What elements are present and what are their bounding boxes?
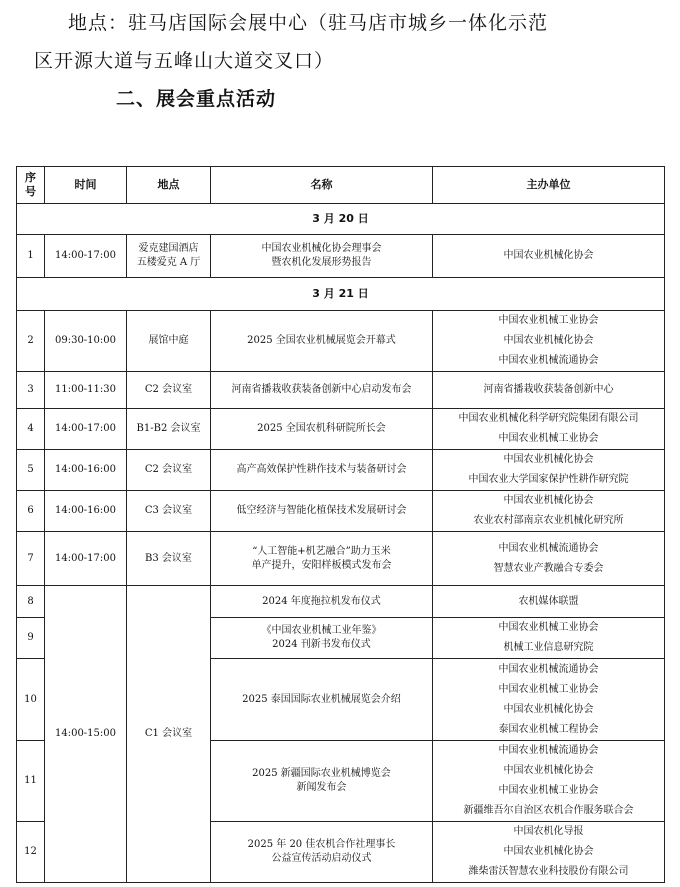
section-title: 二、展会重点活动 [116,88,277,110]
activity-name-line: 2025 新疆国际农业机械博览会 [252,768,391,779]
seq-cell: 9 [17,618,45,659]
organizer-line: 中国农业机械化协会 [503,454,594,465]
table-row [17,372,665,409]
location-line: 展馆中庭 [148,335,189,346]
organizer-line: 机械工业信息研究院 [503,642,594,653]
location-line: 爱克建国酒店 [138,243,199,254]
location-cell [127,450,211,491]
activity-name-line: 2024 刊新书发布仪式 [272,639,371,650]
organizer-line: 中国农业机械化科学研究院集团有限公司 [458,413,639,424]
organizer-cell [433,586,665,618]
organizer-cell [433,311,665,372]
location-cell [127,372,211,409]
location-cell [127,409,211,450]
header-organizer: 主办单位 [433,167,665,204]
table-row [17,491,665,532]
organizer-cell [433,409,665,450]
seq-cell: 3 [17,372,45,409]
organizer-line: 中国农业机械工业协会 [498,683,599,695]
venue-paragraph [34,4,628,80]
activity-name-cell [211,450,433,491]
time-cell: 14:00-17:00 [45,409,127,450]
activity-name-line: 2025 泰国国际农业机械展览会介绍 [242,693,401,705]
activity-name-cell [211,586,433,618]
organizer-line: 中国农业机械化协会 [503,765,594,776]
location-cell [127,532,211,586]
date-cell: 3 月 20 日 [17,204,665,235]
table-row [17,311,665,372]
table-row [17,235,665,278]
organizer-cell [433,491,665,532]
organizer-line: 中国农业机械化协会 [503,495,594,506]
organizer-line: 中国农业机械流通协会 [498,542,599,554]
table-row [17,532,665,586]
header-name: 名称 [211,167,433,204]
organizer-line: 中国农业机械化协会 [503,335,594,346]
table-row [17,586,665,618]
location-line: C2 会议室 [144,464,193,475]
organizer-cell [433,822,665,883]
table-row [17,409,665,450]
seq-cell: 8 [17,586,45,618]
organizer-line: 中国农业大学国家保护性耕作研究院 [468,474,629,485]
header-seq: 序 号 [17,167,45,204]
organizer-line: 泰国农业机械工程协会 [498,723,599,735]
time-cell: 14:00-17:00 [45,235,127,278]
activity-name-line: 暨农机化发展形势报告 [271,257,372,268]
location-line: C2 会议室 [144,384,193,395]
activity-name-cell [211,822,433,883]
organizer-line: 农机媒体联盟 [518,595,579,607]
organizer-line: 中国农业机械化协会 [503,250,594,261]
location-cell [127,491,211,532]
time-cell: 14:00-16:00 [45,491,127,532]
organizer-line: 智慧农业产教融合专委会 [493,562,604,574]
organizer-cell [433,532,665,586]
time-cell: 11:00-11:30 [45,372,127,409]
organizer-cell [433,450,665,491]
organizer-line: 中国农业机械化协会 [503,703,594,715]
seq-cell: 12 [17,822,45,883]
seq-cell: 7 [17,532,45,586]
organizer-line: 新疆维吾尔自治区农机合作服务联合会 [463,805,634,816]
venue-line-2: 区开源大道与五峰山大道交叉口） [34,50,335,72]
activity-name-line: 高产高效保护性耕作技术与装备研讨会 [236,464,407,475]
location-cell [127,311,211,372]
activity-name-line: 河南省播栽收获装备创新中心启动发布会 [231,384,412,395]
organizer-line: 中国农业机械流通协会 [498,663,599,675]
organizer-line: 中国农机化导报 [513,826,584,837]
organizer-cell [433,741,665,822]
activity-name-line: 2025 全国农机科研院所长会 [257,423,386,434]
organizer-cell [433,618,665,659]
time-cell: 09:30-10:00 [45,311,127,372]
activity-name-line: 低空经济与智能化植保技术发展研讨会 [236,505,407,516]
activity-name-cell [211,235,433,278]
activity-name-line: 2025 全国农业机械展览会开幕式 [247,335,396,346]
activity-name-line: 2025 年 20 佳农机合作社理事长 [247,839,396,850]
merged-time-cell: 14:00-15:00 [45,586,127,883]
organizer-line: 中国农业机械工业协会 [498,433,599,444]
location-line: C3 会议室 [144,505,193,516]
activity-name-cell [211,491,433,532]
time-cell: 14:00-17:00 [45,532,127,586]
location-line: 五楼爱克 A 厅 [136,257,201,268]
organizer-cell [433,659,665,741]
activity-name-line: 单产提升，安阳样板模式发布会 [251,559,392,571]
organizer-line: 中国农业机械工业协会 [498,622,599,633]
activity-name-cell [211,311,433,372]
location-cell [127,235,211,278]
activity-name-line: “人工智能+机艺融合”助力玉米 [252,545,391,557]
merged-location-cell: C1 会议室 [127,586,211,883]
organizer-line: 中国农业机械流通协会 [498,745,599,756]
date-cell: 3 月 21 日 [17,278,665,311]
organizer-line: 河南省播栽收获装备创新中心 [483,384,614,395]
activity-name-line: 中国农业机械化协会理事会 [261,243,382,254]
activity-name-cell [211,409,433,450]
seq-cell: 6 [17,491,45,532]
seq-cell: 1 [17,235,45,278]
activity-name-line: 公益宣传活动启动仪式 [271,853,372,864]
location-line: B1-B2 会议室 [136,423,201,434]
table-row [17,450,665,491]
seq-cell: 5 [17,450,45,491]
seq-cell: 11 [17,741,45,822]
header-location: 地点 [127,167,211,204]
organizer-cell [433,235,665,278]
organizer-line: 农业农村部南京农业机械化研究所 [473,515,624,526]
activity-name-line: 新闻发布会 [296,782,347,793]
activity-name-cell [211,618,433,659]
activity-name-line: 2024 年度拖拉机发布仪式 [262,595,381,607]
activity-name-cell [211,659,433,741]
activity-table [16,166,665,883]
organizer-cell [433,372,665,409]
seq-cell: 2 [17,311,45,372]
table-header-row [17,167,665,204]
organizer-line: 中国农业机械工业协会 [498,315,599,326]
time-cell: 14:00-16:00 [45,450,127,491]
venue-line-1: 地点：驻马店国际会展中心（驻马店市城乡一体化示范 [68,12,549,34]
organizer-line: 中国农业机械流通协会 [498,355,599,366]
organizer-line: 潍柴雷沃智慧农业科技股份有限公司 [468,866,629,877]
date-row [17,204,665,235]
activity-name-line: 《中国农业机械工业年鉴》 [261,625,382,636]
date-row [17,278,665,311]
organizer-line: 中国农业机械工业协会 [498,785,599,796]
organizer-line: 中国农业机械化协会 [503,846,594,857]
activity-name-cell [211,372,433,409]
activity-name-cell [211,532,433,586]
header-time: 时间 [45,167,127,204]
seq-cell: 10 [17,659,45,741]
seq-cell: 4 [17,409,45,450]
location-line: B3 会议室 [145,552,192,564]
activity-name-cell [211,741,433,822]
